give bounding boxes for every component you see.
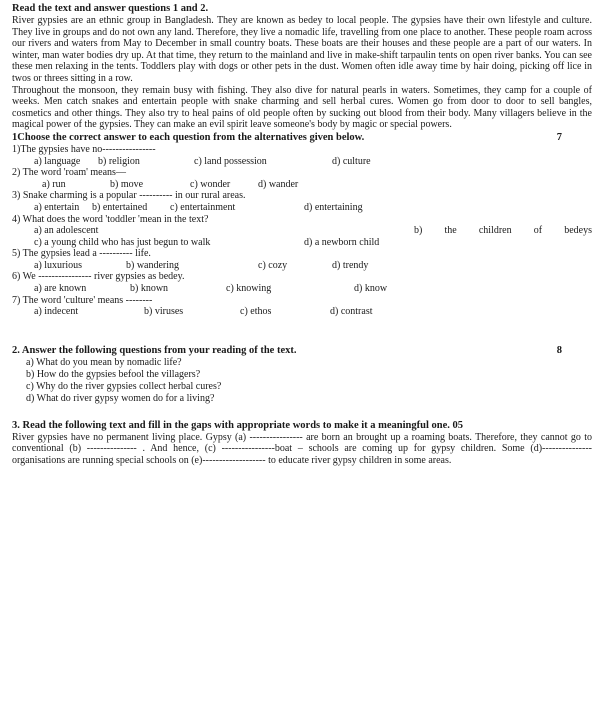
mcq-question: 7) The word 'culture' means -------- [12, 294, 153, 306]
mcq-option: a) luxurious [34, 259, 83, 271]
mcq-options [12, 179, 592, 191]
mcq-option: b) entertained [92, 201, 148, 213]
question-2-header [12, 344, 592, 357]
mcq-options [12, 306, 592, 318]
mcq-option: c) a young child who has just begun to walk [34, 236, 211, 248]
mcq-options [12, 260, 592, 272]
mcq-question: 4) What does the word 'toddler 'mean in the text? [12, 213, 209, 225]
passage-heading: Read the text and answer questions 1 and 2. [12, 3, 209, 14]
mcq-option: c) wonder [190, 178, 231, 190]
mcq-option: a) run [42, 178, 66, 190]
mcq-question: 6) We ---------------- river gypsies as bedey. [12, 271, 185, 283]
mcq-option: b) religion [98, 155, 140, 167]
mcq-options [12, 283, 592, 295]
mcq-option: b) known [130, 283, 169, 295]
question-1-header [12, 131, 592, 144]
mcq-option: a) indecent [34, 306, 79, 318]
passage-paragraph-1: River gypsies are an ethnic group in Bangladesh. They are known as bedey to local people. The gypsies have their own lifestyle and culture. They live in groups and do not own any land. Therefore, they live a nomadic life, travelling from one place to another. These people roam across our rivers and waters from May to December in small country boats. These boats are their houses and these people are a part of our waters. In winter, man water bodies dry up. At that time, they return to the mainland and live in make-shift tarpaulin tents on open river banks. You can see these men relaxing in the tents. Toddlers play with dogs or other pets in the dust. Women often idle away time by hair doing, picking off lice in twos or threes sitting in a row. [12, 15, 592, 84]
question-2-item: c) Why do the river gypsies collect herbal cures? [26, 380, 222, 392]
mcq-options [12, 202, 592, 214]
mcq-option: c) ethos [240, 306, 272, 318]
mcq-option: d) contrast [330, 306, 373, 318]
mcq-option: c) entertainment [170, 201, 236, 213]
mcq-option: c) cozy [258, 259, 288, 271]
question-3-body: River gypsies have no permanent living place. Gypsy (a) ---------------- are born an brought up a roaming boats. Therefore, they cannot go to conventional (b) --------------- . And hence, (c) ----------------boat – schools are coming up for gypsy children. Some (d)--------------- organisations are running special schools on (e)------------------- to educate river gypsy children in some areas. [12, 431, 592, 467]
question-2-item: a) What do you mean by nomadic life? [26, 356, 182, 368]
mcq-option: b) move [110, 178, 144, 190]
mcq-question: 2) The word 'roam' means— [12, 167, 126, 179]
question-2-title: 2. Answer the following questions from your reading of the text. [12, 344, 297, 356]
question-2-item: b) How do the gypsies befool the villagers? [26, 368, 201, 380]
mcq-options [12, 156, 592, 168]
mcq-option: d) entertaining [304, 201, 363, 213]
mcq-option: d) a newborn child [304, 236, 380, 248]
mcq-option: b) wandering [126, 259, 180, 271]
mcq-question: 1)The gypsies have no---------------- [12, 143, 156, 155]
mcq-options [12, 237, 592, 249]
question-2-item: d) What do river gypsy women do for a living? [26, 392, 215, 404]
question-1-marks: 7 [556, 131, 562, 143]
mcq-option: c) knowing [226, 283, 272, 295]
mcq-option: a) are known [34, 283, 87, 295]
mcq-question: 5) The gypsies lead a ---------- life. [12, 248, 151, 260]
mcq-option: d) know [354, 283, 388, 295]
question-3-title: 3. Read the following text and fill in the gaps with appropriate words to make it a meaningful one. 05 [12, 419, 464, 431]
mcq-option: b) viruses [144, 306, 184, 318]
mcq-option: d) trendy [332, 259, 369, 271]
mcq-option: b) the children of bedeys [414, 225, 592, 237]
mcq-option: d) wander [258, 178, 299, 190]
mcq-options [12, 225, 592, 237]
mcq-option: a) an adolescent [34, 225, 99, 237]
passage-paragraph-2: Throughout the monsoon, they remain busy with fishing. They also dive for natural pearls in waters. Sometimes, they camp for a couple of weeks. Men catch snakes and entertain people with snake charming and sell herbal cures. Women go from door to door to sell bangles, cosmetics and other things. They also try to heal pains of old people often by sucking out blood from their body. Many villagers believe in the magical power of the gypsies. They can make an evil spirit leave someone's body by magic or special powers. [12, 84, 592, 131]
mcq-option: a) entertain [34, 201, 80, 213]
mcq-option: d) culture [332, 155, 371, 167]
mcq-question: 3) Snake charming is a popular ---------- in our rural areas. [12, 190, 246, 202]
question-2-marks: 8 [556, 344, 562, 356]
mcq-option: a) language [34, 155, 81, 167]
mcq-list [12, 144, 592, 318]
question-1-title: 1Choose the correct answer to each question from the alternatives given below. [12, 131, 365, 143]
mcq-option: c) land possession [194, 155, 267, 167]
